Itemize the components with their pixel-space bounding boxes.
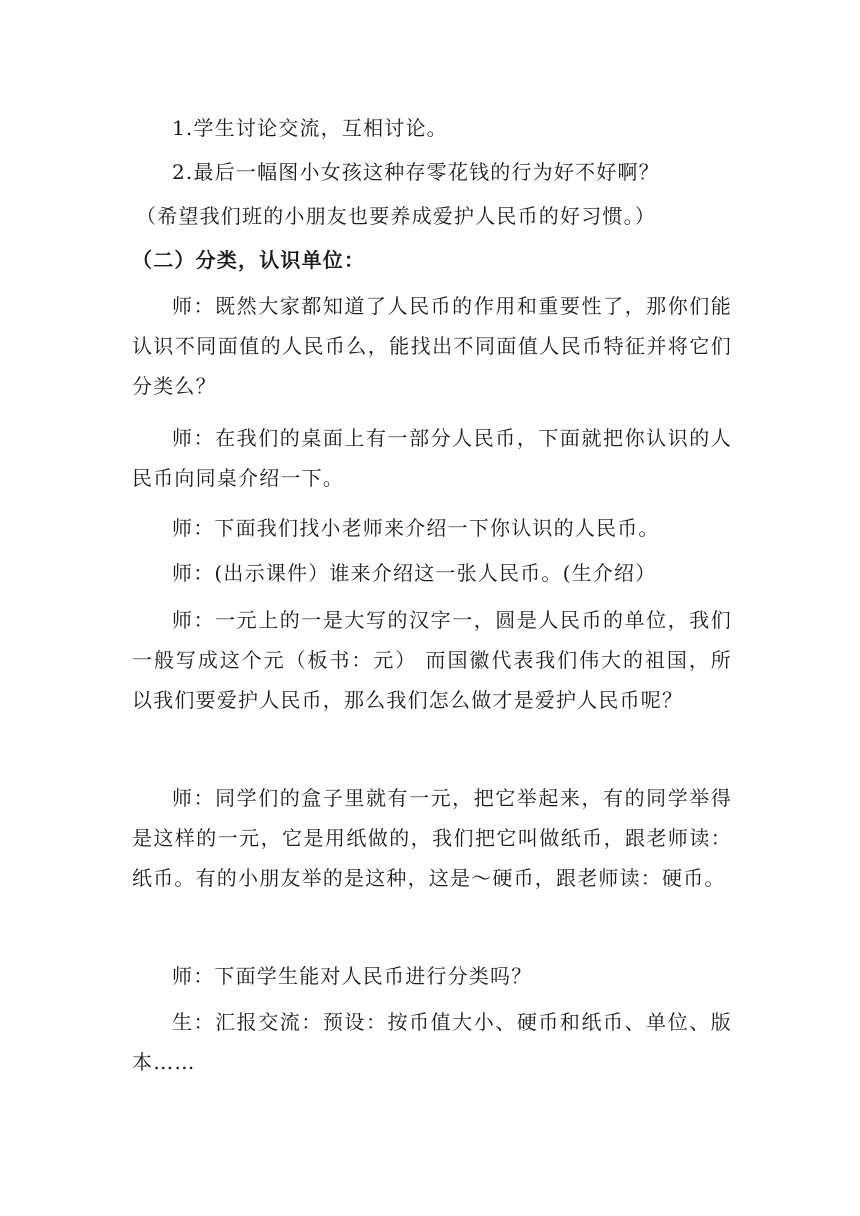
list-item: 1.学生讨论交流，互相讨论。 bbox=[172, 116, 448, 140]
paragraph: 师：下面学生能对人民币进行分类吗？ bbox=[172, 964, 533, 988]
paragraph: 师：既然大家都知道了人民币的作用和重要性了，那你们能认识不同面值的人民币么，能找出不同面值人民币特征并将它们分类么？ bbox=[132, 294, 732, 398]
paragraph: 师：(出示课件）谁来介绍这一张人民币。(生介绍） bbox=[172, 561, 657, 585]
paragraph: 师：一元上的一是大写的汉字一，圆是人民币的单位，我们一般写成这个元（板书：元） 而国徽代表我们伟大的祖国，所以我们要爱护人民币，那么我们怎么做才是爱护人民币呢？ bbox=[132, 608, 732, 712]
paragraph: 生：汇报交流：预设：按币值大小、硬币和纸币、单位、版本…… bbox=[132, 1010, 732, 1074]
paragraph: 师：同学们的盒子里就有一元，把它举起来，有的同学举得是这样的一元，它是用纸做的，我们把它叫做纸币，跟老师读：纸币。有的小朋友举的是这种，这是～硬币，跟老师读：硬币。 bbox=[132, 786, 732, 890]
list-item: 2.最后一幅图小女孩这种存零花钱的行为好不好啊？ bbox=[172, 160, 660, 184]
paragraph: 师：在我们的桌面上有一部分人民币，下面就把你认识的人民币向同桌介绍一下。 bbox=[132, 426, 732, 490]
paragraph: 师：下面我们找小老师来介绍一下你认识的人民币。 bbox=[172, 516, 660, 540]
list-item: （希望我们班的小朋友也要养成爱护人民币的好习惯。） bbox=[136, 204, 656, 228]
section-heading: （二）分类，认识单位： bbox=[132, 248, 366, 272]
